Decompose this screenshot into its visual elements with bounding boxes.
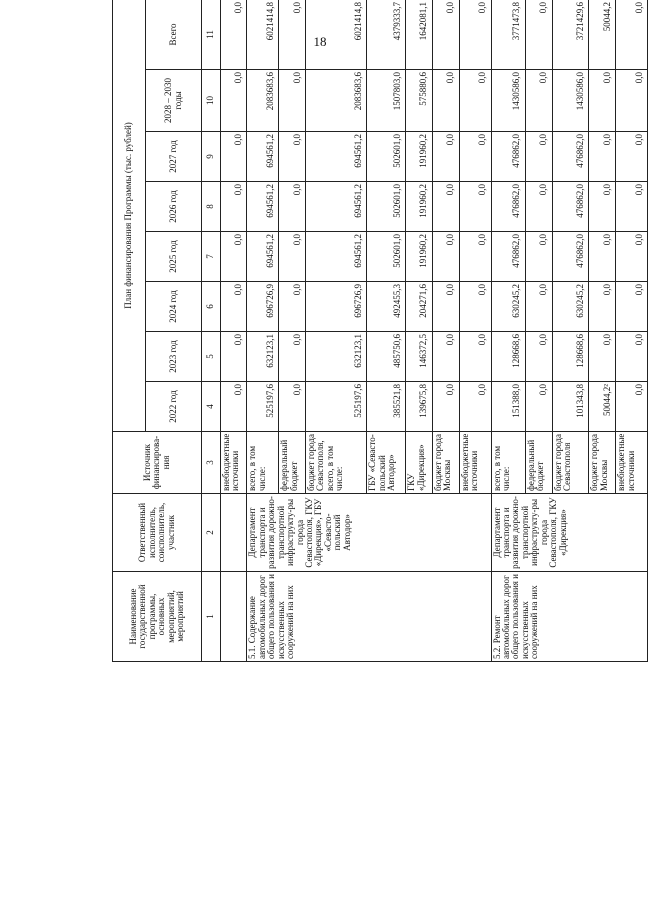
header-year: 2028 – 2030 годы <box>145 70 201 132</box>
amount-cell: 0,0 <box>616 70 648 132</box>
amount-cell: 492455,3 <box>367 282 406 332</box>
amount-cell: 191960,2 <box>406 132 433 182</box>
header-year: 2023 год <box>145 332 201 382</box>
amount-cell: 502601,0 <box>367 182 406 232</box>
amount-cell: 6021414,8 <box>306 0 367 70</box>
amount-cell: 0,0 <box>220 232 247 282</box>
column-number: 4 <box>202 382 220 432</box>
amount-cell: 1642081,1 <box>406 0 433 70</box>
amount-cell: 0,0 <box>616 382 648 432</box>
amount-cell: 525197,6 <box>306 382 367 432</box>
amount-cell: 502601,0 <box>367 232 406 282</box>
header-source: Источник финансирова-ния <box>113 432 202 494</box>
column-number: 1 <box>202 572 220 662</box>
amount-cell: 0,0 <box>616 132 648 182</box>
column-number: 5 <box>202 332 220 382</box>
financing-table <box>112 0 648 662</box>
amount-cell: 0,0 <box>279 332 306 382</box>
amount-cell: 3721429,6 <box>552 0 589 70</box>
amount-cell: 694561,2 <box>306 132 367 182</box>
amount-cell: 3771473,8 <box>491 0 525 70</box>
amount-cell: 632123,1 <box>247 332 279 382</box>
measure-executor: Департамент транспорта и развития дорожно-транспортной инфраструкту-ры города Севастополя, ГКУ «Дирекция» <box>491 494 647 572</box>
empty-cell <box>220 494 247 572</box>
column-number: 6 <box>202 282 220 332</box>
funding-source: бюджет города Севастополя, всего, в том числе: <box>306 432 367 494</box>
amount-cell: 0,0 <box>589 232 616 282</box>
amount-cell: 128668,6 <box>552 332 589 382</box>
amount-cell: 0,0 <box>459 70 491 132</box>
funding-source: федеральный бюджет <box>525 432 552 494</box>
amount-cell: 630245,2 <box>491 282 525 332</box>
amount-cell: 0,0 <box>220 332 247 382</box>
column-number: 11 <box>202 0 220 70</box>
amount-cell: 128668,6 <box>491 332 525 382</box>
column-number: 2 <box>202 494 220 572</box>
amount-cell: 101343,8 <box>552 382 589 432</box>
amount-cell: 0,0 <box>459 182 491 232</box>
amount-cell: 0,0 <box>525 132 552 182</box>
amount-cell: 191960,2 <box>406 232 433 282</box>
funding-source: внебюджетные источники <box>220 432 247 494</box>
amount-cell: 0,0 <box>432 182 459 232</box>
amount-cell: 696726,9 <box>247 282 279 332</box>
table-body <box>220 0 647 662</box>
amount-cell: 630245,2 <box>552 282 589 332</box>
table-row <box>220 0 247 662</box>
amount-cell: 696726,9 <box>306 282 367 332</box>
amount-cell: 0,0 <box>616 232 648 282</box>
amount-cell: 0,0 <box>459 0 491 70</box>
amount-cell: 0,0 <box>459 332 491 382</box>
column-number: 3 <box>202 432 220 494</box>
page-number: 18 <box>313 34 327 49</box>
amount-cell: 0,0 <box>432 332 459 382</box>
amount-cell: 0,0 <box>589 332 616 382</box>
amount-cell: 0,0 <box>525 382 552 432</box>
rotated-table-wrapper <box>112 1 648 662</box>
amount-cell: 0,0 <box>459 282 491 332</box>
amount-cell: 2083683,6 <box>247 70 279 132</box>
amount-cell: 0,0 <box>459 232 491 282</box>
amount-cell: 0,0 <box>279 232 306 282</box>
amount-cell: 0,0 <box>279 182 306 232</box>
amount-cell: 476862,0 <box>552 182 589 232</box>
amount-cell: 502601,0 <box>367 132 406 182</box>
amount-cell: 485750,6 <box>367 332 406 382</box>
amount-cell: 694561,2 <box>306 182 367 232</box>
amount-cell: 476862,0 <box>491 182 525 232</box>
amount-cell: 0,0 <box>589 182 616 232</box>
measure-executor: Департамент транспорта и развития дорожно-транспортной инфраструкту-ры города Севастополя, ГКУ «Дирекция», ГБУ «Севасто-польский Автодор» <box>247 494 491 572</box>
amount-cell: 694561,2 <box>247 132 279 182</box>
amount-cell: 0,0 <box>525 70 552 132</box>
header-year: 2025 год <box>145 232 201 282</box>
amount-cell: 0,0 <box>432 382 459 432</box>
amount-cell: 632123,1 <box>306 332 367 382</box>
amount-cell: 0,0 <box>589 70 616 132</box>
amount-cell: 0,0 <box>432 282 459 332</box>
amount-cell: 0,0 <box>279 282 306 332</box>
column-number: 8 <box>202 182 220 232</box>
amount-cell: 0,0 <box>616 0 648 70</box>
table-row <box>247 0 279 662</box>
amount-cell: 476862,0 <box>491 232 525 282</box>
header-year: 2027 год <box>145 132 201 182</box>
amount-cell: 0,0 <box>525 0 552 70</box>
amount-cell: 1507803,0 <box>367 70 406 132</box>
amount-cell: 146372,5 <box>406 332 433 382</box>
measure-name: 5.2. Ремонт автомобильных дорог общего пользования и искусственных сооружений на них <box>491 572 647 662</box>
amount-cell: 0,0 <box>525 332 552 382</box>
amount-cell: 1430586,0 <box>552 70 589 132</box>
header-year: 2022 год <box>145 382 201 432</box>
amount-cell: 525197,6 <box>247 382 279 432</box>
amount-cell: 0,0 <box>589 282 616 332</box>
column-number: 10 <box>202 70 220 132</box>
funding-source: ГКУ «Дирекция» <box>406 432 433 494</box>
amount-cell: 0,0 <box>220 382 247 432</box>
amount-cell: 0,0 <box>279 0 306 70</box>
amount-cell: 0,0 <box>525 182 552 232</box>
funding-source: федеральный бюджет <box>279 432 306 494</box>
amount-cell: 0,0 <box>459 132 491 182</box>
funding-source: всего, в том числе: <box>247 432 279 494</box>
funding-source: ГБУ «Севасто-польский Автодор» <box>367 432 406 494</box>
amount-cell: 0,0 <box>220 132 247 182</box>
amount-cell: 476862,0 <box>491 132 525 182</box>
amount-cell: 0,0 <box>616 282 648 332</box>
amount-cell: 694561,2 <box>306 232 367 282</box>
amount-cell: 0,0 <box>220 282 247 332</box>
amount-cell: 0,0 <box>220 0 247 70</box>
amount-cell: 151388,0 <box>491 382 525 432</box>
amount-cell: 1430586,0 <box>491 70 525 132</box>
funding-source: внебюджетные источники <box>459 432 491 494</box>
table-row <box>491 0 525 662</box>
column-number: 9 <box>202 132 220 182</box>
amount-cell: 0,0 <box>279 382 306 432</box>
amount-cell: 0,0 <box>220 182 247 232</box>
amount-cell: 191960,2 <box>406 182 433 232</box>
funding-source: бюджет города Севастополя <box>552 432 589 494</box>
amount-cell: 2083683,6 <box>306 70 367 132</box>
funding-source: внебюджетные источники <box>616 432 648 494</box>
amount-cell: 4379333,7 <box>367 0 406 70</box>
measure-name: 5.1. Содержание автомобильных дорог общего пользования и искусственных сооружений на них <box>247 572 491 662</box>
amount-cell: 0,0 <box>525 282 552 332</box>
empty-cell <box>220 572 247 662</box>
amount-cell: 0,0 <box>432 0 459 70</box>
funding-source: бюджет города Москвы <box>589 432 616 494</box>
amount-cell: 50044,2 <box>589 0 616 70</box>
amount-cell: 0,0 <box>616 332 648 382</box>
funding-source: бюджет города Москвы <box>432 432 459 494</box>
header-year: 2024 год <box>145 282 201 332</box>
amount-cell: 0,0 <box>279 132 306 182</box>
amount-cell: 204271,6 <box>406 282 433 332</box>
funding-source: всего, в том числе: <box>491 432 525 494</box>
amount-cell: 50044,2² <box>589 382 616 432</box>
amount-cell: 0,0 <box>279 70 306 132</box>
column-number: 7 <box>202 232 220 282</box>
amount-cell: 0,0 <box>589 132 616 182</box>
amount-cell: 476862,0 <box>552 232 589 282</box>
amount-cell: 694561,2 <box>247 232 279 282</box>
amount-cell: 476862,0 <box>552 132 589 182</box>
amount-cell: 0,0 <box>432 70 459 132</box>
header-year: 2026 год <box>145 182 201 232</box>
amount-cell: 0,0 <box>525 232 552 282</box>
amount-cell: 0,0 <box>220 70 247 132</box>
amount-cell: 385521,8 <box>367 382 406 432</box>
header-executor: Ответственный исполнитель, соисполнитель, участник <box>113 494 202 572</box>
amount-cell: 0,0 <box>459 382 491 432</box>
header-name: Наименование государственной программы, основных мероприятий, мероприятий <box>113 572 202 662</box>
amount-cell: 0,0 <box>432 132 459 182</box>
amount-cell: 139675,8 <box>406 382 433 432</box>
amount-cell: 0,0 <box>432 232 459 282</box>
amount-cell: 694561,2 <box>247 182 279 232</box>
amount-cell: 6021414,8 <box>247 0 279 70</box>
amount-cell: 0,0 <box>616 182 648 232</box>
header-total: Всего <box>145 0 201 70</box>
amount-cell: 575880,6 <box>406 70 433 132</box>
header-plan: План финансирования Программы (тыс. рублей) <box>113 0 146 432</box>
